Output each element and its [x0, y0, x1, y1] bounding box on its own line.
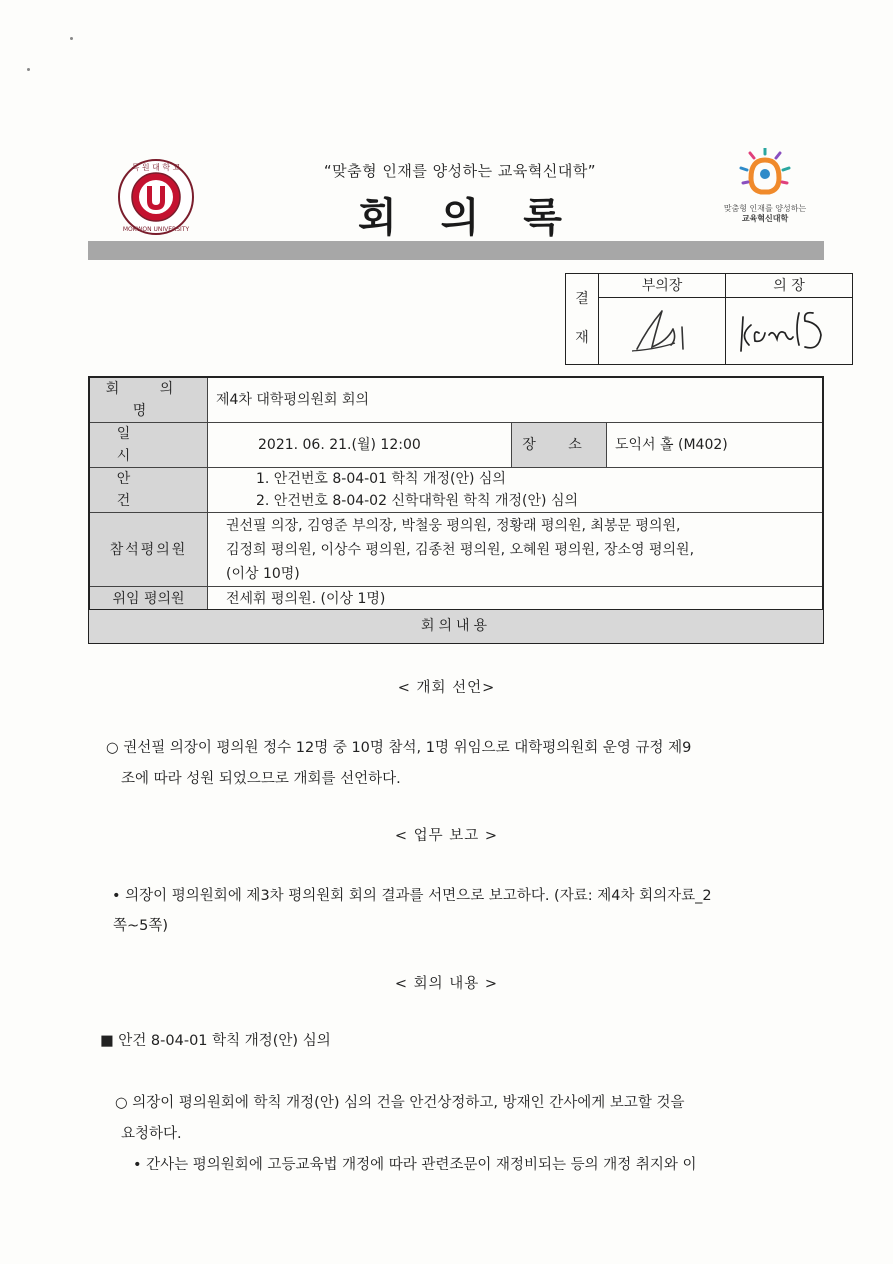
document-title: 회의록 [358, 195, 606, 241]
svg-text:목 원 대 학 교: 목 원 대 학 교 [131, 163, 181, 172]
proxy-label: 위임 평의원 [89, 587, 208, 612]
date-label: 일 시 [89, 423, 208, 468]
slogan: “맞춤형 인재를 양성하는 교육혁신대학” [323, 162, 597, 180]
attendees-line-1: 권선필 의장, 김영준 부의장, 박철웅 평의원, 정황래 평의원, 최봉문 평의원, [226, 517, 681, 534]
opening-line-1: ○ 권선필 의장이 평의원 정수 12명 중 10명 참석, 1명 위임으로 대학평의원회 운영 규정 제9 [106, 740, 692, 756]
approval-label [566, 274, 599, 365]
date-value: 2021. 06. 21.(월) 12:00 [208, 423, 512, 468]
proxy-value: 전세휘 평의원. (이상 1명) [208, 587, 824, 612]
agenda1-line-2: 요청하다. [121, 1126, 182, 1142]
place-label: 장 소 [512, 423, 607, 468]
report-line-2: 쪽~5쪽) [113, 918, 169, 934]
meeting-name-label: 회 의 명 [89, 377, 208, 423]
agenda1-title: ■ 안건 8-04-01 학칙 개정(안) 심의 [100, 1033, 331, 1049]
svg-text:MOKWON UNIVERSITY: MOKWON UNIVERSITY [122, 226, 190, 233]
discussion-heading: < 회의 내용 > [394, 976, 499, 992]
section-title-bar: 회의내용 [88, 609, 824, 644]
approval-label-1: 결 [575, 291, 589, 308]
title-divider-bar [88, 241, 824, 260]
approval-label-2: 재 [575, 330, 589, 346]
agenda-item-2: 2. 안건번호 8-04-02 신학대학원 학칙 개정(안) 심의 [256, 493, 579, 509]
agenda1-line-3: • 간사는 평의원회에 고등교육법 개정에 따라 관련조문이 재정비되는 등의 개정 취지와 이 [133, 1157, 697, 1173]
chair-signature [726, 297, 853, 364]
opening-heading: < 개회 선언> [397, 680, 496, 696]
attendees-label: 참석평의원 [89, 513, 208, 587]
place-value: 도익서 홀 (M402) [607, 423, 824, 468]
approval-box [565, 273, 853, 365]
approval-vice-chair-header: 부의장 [599, 274, 726, 298]
attendees-line-2: 김정희 평의원, 이상수 평의원, 김종천 평의원, 오혜원 평의원, 장소영 평의원, [226, 541, 695, 558]
opening-line-2: 조에 따라 성원 되었으므로 개회를 선언하다. [121, 771, 401, 787]
agenda-list [208, 468, 824, 513]
university-seal-logo [112, 157, 200, 237]
brand-tagline: 맞춤형 인재를 양성하는 [723, 204, 807, 213]
brand-name: 교육혁신대학 [741, 214, 789, 223]
meeting-name-value: 제4차 대학평의원회 회의 [208, 377, 824, 423]
agenda-label: 안 건 [89, 468, 208, 513]
report-line-1: • 의장이 평의원회에 제3차 평의원회 회의 결과를 서면으로 보고하다. (자료: 제4차 회의자료_2 [112, 888, 712, 904]
report-heading: < 업무 보고 > [394, 828, 499, 844]
agenda1-line-1: ○ 의장이 평의원회에 학칙 개정(안) 심의 건을 안건상정하고, 방재인 간사에게 보고할 것을 [115, 1095, 685, 1111]
attendees-list [208, 513, 824, 587]
vice-chair-signature [599, 297, 726, 364]
approval-chair-header: 의 장 [726, 274, 853, 298]
meeting-info-table [88, 376, 824, 638]
attendees-line-3: (이상 10명) [226, 565, 300, 582]
agenda-item-1: 1. 안건번호 8-04-01 학칙 개정(안) 심의 [256, 471, 506, 487]
